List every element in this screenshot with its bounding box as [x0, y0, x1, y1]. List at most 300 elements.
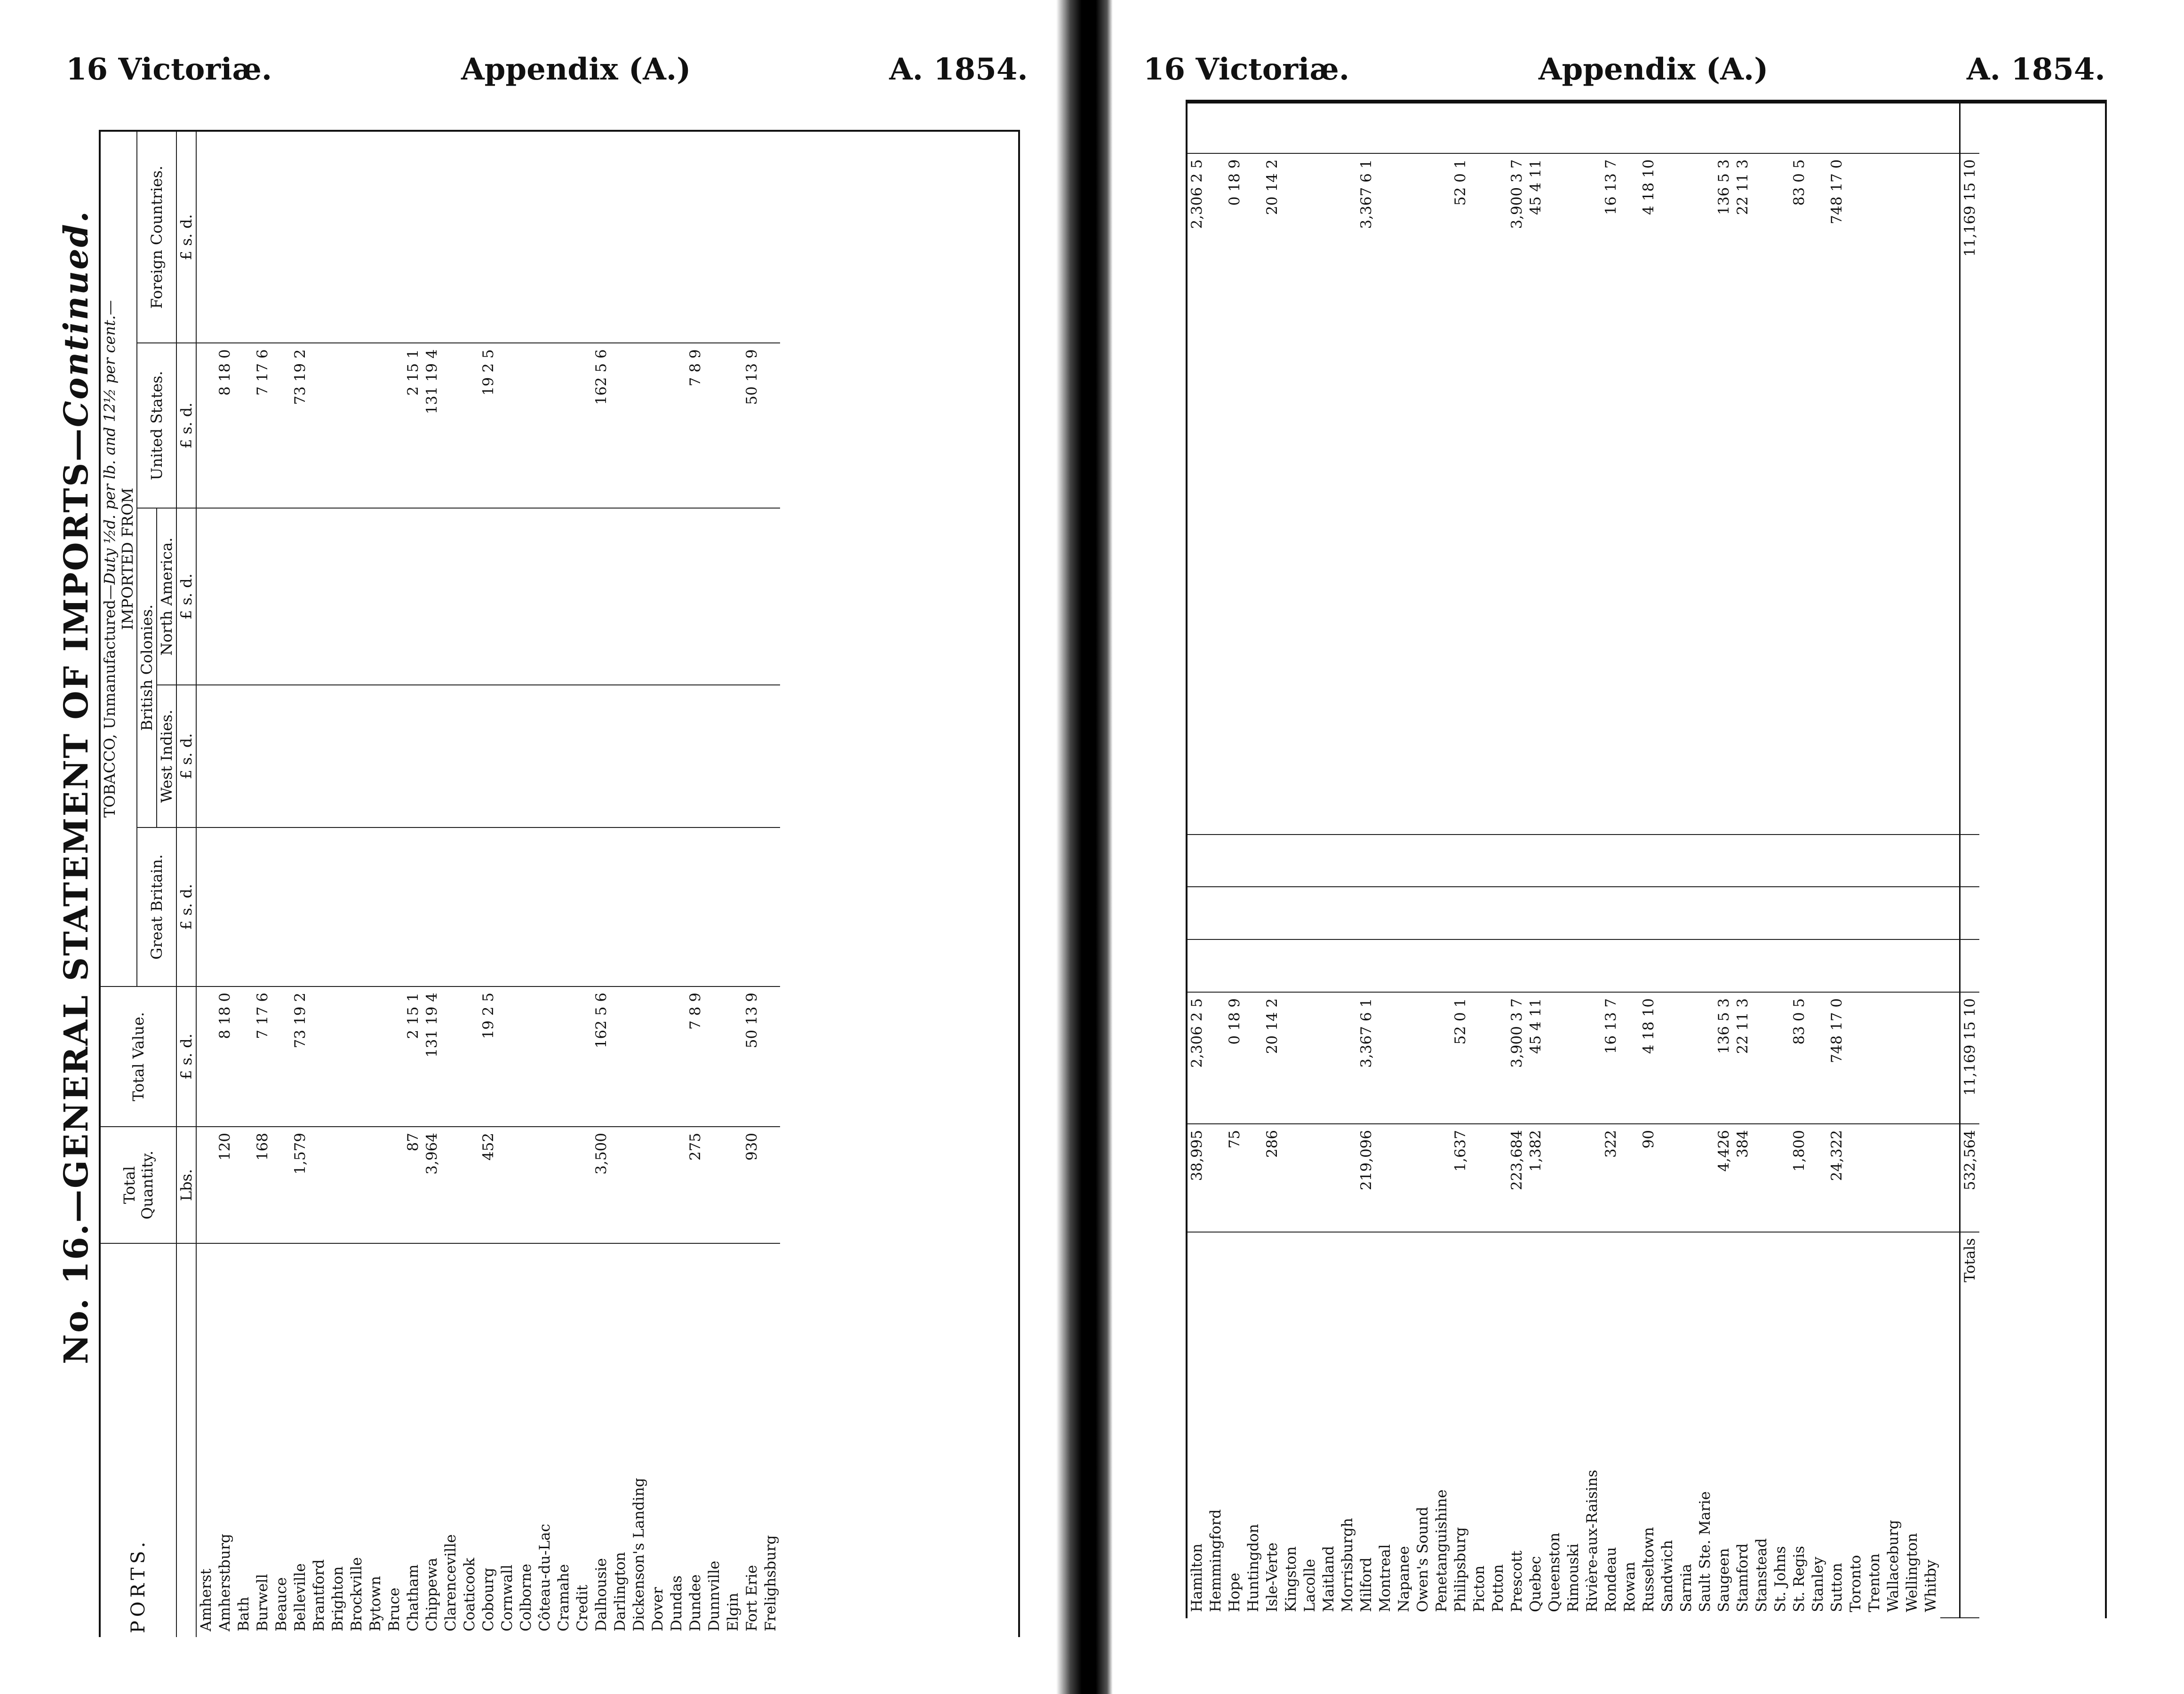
wi-cell — [1507, 887, 1526, 939]
port-label: Chatham — [405, 1563, 422, 1633]
gb-cell — [1507, 939, 1526, 992]
us-cell — [535, 343, 554, 508]
port-name — [1602, 1232, 1620, 1618]
fc-cell — [1489, 103, 1507, 153]
us-value: 7 8 9 — [687, 347, 704, 388]
us-cell — [422, 343, 441, 508]
port-label: Sutton — [1828, 1561, 1845, 1614]
gb-cell — [554, 827, 573, 986]
spacer-cell — [1940, 153, 1960, 835]
gb-cell — [291, 827, 310, 986]
wi-cell — [611, 685, 630, 827]
qty-value — [348, 1131, 365, 1135]
wi-cell — [460, 685, 479, 827]
na-cell — [573, 508, 592, 685]
na-cell — [1639, 835, 1658, 887]
port-name — [234, 1243, 253, 1637]
port-label: Sault Ste. Marie — [1697, 1489, 1714, 1614]
qty-cell — [648, 1127, 667, 1243]
table-row — [1545, 103, 1564, 1618]
gb-cell — [196, 827, 215, 986]
port-label: Sandwich — [1659, 1538, 1676, 1614]
qty-value — [1904, 1128, 1921, 1132]
port-name — [1921, 1232, 1940, 1618]
qty-value — [1207, 1128, 1224, 1132]
unit-wi-lsd: £ s. d. — [176, 685, 196, 827]
qty-value — [1584, 1128, 1601, 1132]
us-value — [198, 347, 215, 351]
value-cell — [648, 986, 667, 1127]
port-label: Prescott — [1508, 1549, 1525, 1614]
right-imports-table — [1188, 103, 1979, 1618]
port-label: Colborne — [518, 1562, 534, 1633]
qty-value — [1433, 1128, 1450, 1132]
table-row — [1206, 103, 1225, 1618]
table-row — [742, 132, 761, 1637]
wi-cell — [1809, 887, 1827, 939]
value-value: 83 0 5 — [1791, 996, 1808, 1047]
qty-cell — [479, 1127, 498, 1243]
value-cell — [1507, 992, 1526, 1124]
fc-cell — [1244, 103, 1263, 153]
us-cell — [441, 343, 460, 508]
value-cell — [592, 986, 611, 1127]
qty-value — [1490, 1128, 1506, 1132]
gb-cell — [1376, 939, 1395, 992]
us-cell — [1583, 153, 1602, 835]
na-cell — [1526, 835, 1545, 887]
port-label: Dickenson's Landing — [630, 1476, 647, 1633]
qty-cell — [535, 1127, 554, 1243]
qty-value: 168 — [254, 1131, 271, 1162]
qty-value — [1772, 1128, 1789, 1132]
port-name — [742, 1243, 761, 1637]
us-cell — [1413, 153, 1432, 835]
value-value — [630, 991, 647, 994]
unit-gb-lsd: £ s. d. — [176, 827, 196, 986]
gb-cell — [1489, 939, 1507, 992]
gb-cell — [573, 827, 592, 986]
gb-cell — [1639, 939, 1658, 992]
qty-cell — [705, 1127, 724, 1243]
value-cell — [366, 986, 385, 1127]
gb-cell — [1432, 939, 1451, 992]
qty-cell — [1677, 1124, 1696, 1232]
na-cell — [1921, 835, 1940, 887]
total-value-header: Total Value. — [101, 986, 176, 1127]
us-value: 83 0 5 — [1791, 158, 1808, 208]
wi-cell — [1300, 887, 1319, 939]
value-cell — [196, 986, 215, 1127]
value-cell — [1733, 992, 1752, 1124]
port-name — [1376, 1232, 1395, 1618]
us-cell — [1470, 153, 1489, 835]
united-states-header: United States. — [137, 343, 176, 508]
qty-cell — [1507, 1124, 1526, 1232]
wi-cell — [291, 685, 310, 827]
na-cell — [1733, 835, 1752, 887]
value-value: 19 2 5 — [480, 991, 497, 1041]
us-value — [725, 347, 741, 351]
totals-wi — [1960, 887, 1980, 939]
port-label: Dundee — [687, 1573, 704, 1633]
value-cell — [460, 986, 479, 1127]
port-label: Credit — [574, 1583, 591, 1633]
value-cell — [1188, 992, 1206, 1124]
qty-value — [1866, 1128, 1883, 1132]
value-value — [1301, 996, 1318, 1000]
value-cell — [761, 986, 780, 1127]
us-value — [235, 347, 252, 351]
us-value — [1433, 158, 1450, 161]
us-cell — [1225, 153, 1244, 835]
value-cell — [686, 986, 705, 1127]
value-cell — [1282, 992, 1300, 1124]
na-cell — [1206, 835, 1225, 887]
fc-cell — [1263, 103, 1282, 153]
na-cell — [630, 508, 648, 685]
wi-cell — [573, 685, 592, 827]
qty-value — [1377, 1128, 1394, 1132]
value-cell — [667, 986, 686, 1127]
table-row — [648, 132, 667, 1637]
value-value — [1377, 996, 1394, 1000]
na-cell — [761, 508, 780, 685]
wi-cell — [630, 685, 648, 827]
qty-value — [386, 1131, 403, 1135]
spacer-row — [1940, 103, 1960, 1618]
port-label: Fort Erie — [743, 1563, 760, 1633]
value-value — [1885, 996, 1902, 1000]
value-value: 20 14 2 — [1264, 996, 1281, 1056]
wi-cell — [196, 685, 215, 827]
qty-value — [367, 1131, 384, 1135]
na-cell — [1413, 835, 1432, 887]
port-name — [1357, 1232, 1376, 1618]
na-cell — [1677, 835, 1696, 887]
na-cell — [611, 508, 630, 685]
qty-cell — [1357, 1124, 1376, 1232]
na-cell — [705, 508, 724, 685]
commodity-header: TOBACCO, Unmanufactured—Duty ½d. per lb. and 12½ per cent.— IMPORTED FROM — [101, 132, 137, 986]
port-label: Maitland — [1320, 1544, 1337, 1614]
left-header-session: 16 Victoriæ. — [66, 52, 272, 87]
value-cell — [705, 986, 724, 1127]
value-value — [1471, 996, 1488, 1000]
wi-cell — [1451, 887, 1470, 939]
wi-cell — [1639, 887, 1658, 939]
qty-value — [1678, 1128, 1695, 1132]
na-cell — [1884, 835, 1903, 887]
fc-cell — [686, 132, 705, 343]
port-name — [1696, 1232, 1714, 1618]
qty-value — [1847, 1128, 1864, 1132]
units-blank — [176, 1243, 196, 1637]
qty-cell — [724, 1127, 742, 1243]
value-value: 3,367 6 1 — [1358, 996, 1375, 1070]
qty-value — [1922, 1128, 1939, 1132]
qty-cell — [1564, 1124, 1583, 1232]
port-label: Kingston — [1283, 1544, 1299, 1614]
na-cell — [1620, 835, 1639, 887]
qty-value: 87 — [405, 1131, 422, 1153]
value-cell — [1865, 992, 1884, 1124]
value-cell — [630, 986, 648, 1127]
port-name — [1413, 1232, 1432, 1618]
value-cell — [1564, 992, 1583, 1124]
us-cell — [253, 343, 272, 508]
us-cell — [1884, 153, 1903, 835]
us-cell — [1921, 153, 1940, 835]
gb-cell — [1282, 939, 1300, 992]
value-cell — [291, 986, 310, 1127]
qty-value: 3,964 — [423, 1131, 440, 1177]
port-name — [667, 1243, 686, 1637]
fc-cell — [253, 132, 272, 343]
na-cell — [1225, 835, 1244, 887]
port-name — [1884, 1232, 1903, 1618]
spacer-cell — [1940, 835, 1960, 887]
qty-value: 275 — [687, 1131, 704, 1162]
table-row — [1244, 103, 1263, 1618]
qty-cell — [1846, 1124, 1865, 1232]
fc-cell — [1602, 103, 1620, 153]
port-label: Trenton — [1866, 1551, 1883, 1614]
table-row — [1282, 103, 1300, 1618]
qty-value: 1,800 — [1791, 1128, 1808, 1174]
qty-cell — [1696, 1124, 1714, 1232]
na-cell — [1188, 835, 1206, 887]
port-name — [253, 1243, 272, 1637]
us-cell — [310, 343, 328, 508]
port-label: Montreal — [1377, 1543, 1394, 1614]
qty-value — [649, 1131, 666, 1135]
value-cell — [554, 986, 573, 1127]
na-cell — [404, 508, 422, 685]
port-name — [328, 1243, 347, 1637]
us-value: 45 4 11 — [1527, 158, 1544, 217]
fc-cell — [1733, 103, 1752, 153]
value-value: 22 11 3 — [1734, 996, 1751, 1056]
table-row — [1884, 103, 1903, 1618]
na-cell — [253, 508, 272, 685]
port-label: Bruce — [386, 1586, 403, 1633]
qty-value — [1621, 1128, 1638, 1132]
left-ledger — [99, 130, 1020, 1637]
table-row — [573, 132, 592, 1637]
value-cell — [1827, 992, 1846, 1124]
port-name — [1188, 1232, 1206, 1618]
fc-cell — [272, 132, 291, 343]
value-value — [1678, 996, 1695, 1000]
port-name — [404, 1243, 422, 1637]
gb-cell — [441, 827, 460, 986]
fc-cell — [1526, 103, 1545, 153]
wi-cell — [1338, 887, 1357, 939]
value-cell — [1451, 992, 1470, 1124]
port-label: Belleville — [292, 1561, 309, 1633]
port-name — [479, 1243, 498, 1637]
value-cell — [328, 986, 347, 1127]
qty-cell — [1225, 1124, 1244, 1232]
qty-cell — [1263, 1124, 1282, 1232]
wi-cell — [1733, 887, 1752, 939]
qty-value: 1,579 — [292, 1131, 309, 1177]
fc-cell — [347, 132, 366, 343]
us-cell — [1319, 153, 1338, 835]
na-cell — [234, 508, 253, 685]
wi-cell — [1696, 887, 1714, 939]
qty-cell — [1639, 1124, 1658, 1232]
value-value — [725, 991, 741, 994]
table-row — [1696, 103, 1714, 1618]
qty-cell — [667, 1127, 686, 1243]
wi-cell — [724, 685, 742, 827]
port-name — [1620, 1232, 1639, 1618]
port-label: Cramahe — [555, 1562, 572, 1633]
value-cell — [1809, 992, 1827, 1124]
gb-cell — [1658, 939, 1677, 992]
table-row — [667, 132, 686, 1637]
gb-cell — [310, 827, 328, 986]
value-cell — [1526, 992, 1545, 1124]
value-value — [1245, 996, 1262, 1000]
wi-cell — [1432, 887, 1451, 939]
us-cell — [1752, 153, 1771, 835]
statement-title: No. 16.—GENERAL STATEMENT OF IMPORTS—Continued. — [56, 210, 96, 1364]
na-cell — [1658, 835, 1677, 887]
port-label: Toronto — [1847, 1553, 1864, 1614]
port-name — [535, 1243, 554, 1637]
gb-cell — [1827, 939, 1846, 992]
qty-cell — [1300, 1124, 1319, 1232]
us-value: 136 5 3 — [1715, 158, 1732, 217]
right-header-session: 16 Victoriæ. — [1143, 52, 1350, 87]
value-cell — [1413, 992, 1432, 1124]
wi-cell — [1545, 887, 1564, 939]
value-cell — [1714, 992, 1733, 1124]
value-value — [649, 991, 666, 994]
table-row — [1395, 103, 1413, 1618]
na-cell — [1300, 835, 1319, 887]
table-row — [196, 132, 215, 1637]
value-value — [235, 991, 252, 994]
qty-value — [518, 1131, 534, 1135]
na-cell — [1714, 835, 1733, 887]
port-name — [1282, 1232, 1300, 1618]
gb-cell — [742, 827, 761, 986]
us-value — [1207, 158, 1224, 161]
qty-cell — [1921, 1124, 1940, 1232]
us-cell — [1357, 153, 1376, 835]
us-value — [1809, 158, 1826, 161]
gb-cell — [498, 827, 517, 986]
us-cell — [1790, 153, 1809, 835]
na-cell — [667, 508, 686, 685]
table-row — [1564, 103, 1583, 1618]
port-name — [1526, 1232, 1545, 1618]
us-cell — [196, 343, 215, 508]
na-cell — [1357, 835, 1376, 887]
value-value — [1904, 996, 1921, 1000]
value-cell — [1771, 992, 1790, 1124]
us-value: 19 2 5 — [480, 347, 497, 398]
value-cell — [1319, 992, 1338, 1124]
fc-cell — [215, 132, 234, 343]
wi-cell — [385, 685, 404, 827]
us-cell — [1809, 153, 1827, 835]
fc-cell — [1884, 103, 1903, 153]
port-name — [272, 1243, 291, 1637]
value-cell — [535, 986, 554, 1127]
qty-cell — [422, 1127, 441, 1243]
port-label: Hemmingford — [1207, 1507, 1224, 1614]
port-name — [385, 1243, 404, 1637]
table-row — [517, 132, 535, 1637]
totals-qty-value: 532,564 — [1961, 1128, 1978, 1192]
qty-value: 322 — [1602, 1128, 1619, 1160]
gb-cell — [1338, 939, 1357, 992]
fc-cell — [1790, 103, 1809, 153]
value-value — [1659, 996, 1676, 1000]
qty-value — [612, 1131, 629, 1135]
port-name — [1319, 1232, 1338, 1618]
us-cell — [1507, 153, 1526, 835]
port-name — [648, 1243, 667, 1637]
qty-cell — [1526, 1124, 1545, 1232]
value-value: 50 13 9 — [743, 991, 760, 1050]
port-name — [1451, 1232, 1470, 1618]
fc-cell — [1809, 103, 1827, 153]
port-label: Whitby — [1922, 1558, 1939, 1614]
port-label: Brockville — [348, 1555, 365, 1633]
value-value — [1283, 996, 1299, 1000]
us-value — [461, 347, 478, 351]
port-name — [1733, 1232, 1752, 1618]
qty-value — [630, 1131, 647, 1135]
port-name — [441, 1243, 460, 1637]
table-row — [1771, 103, 1790, 1618]
value-value — [1565, 996, 1582, 1000]
table-row — [1790, 103, 1809, 1618]
qty-cell — [272, 1127, 291, 1243]
spacer-cell — [1940, 103, 1960, 153]
value-cell — [573, 986, 592, 1127]
port-label: Dalhousie — [593, 1556, 610, 1633]
na-cell — [1865, 835, 1884, 887]
table-row — [479, 132, 498, 1637]
qty-cell — [1451, 1124, 1470, 1232]
table-row — [1338, 103, 1357, 1618]
wi-cell — [479, 685, 498, 827]
port-name — [1846, 1232, 1865, 1618]
fc-cell — [724, 132, 742, 343]
us-cell — [1771, 153, 1790, 835]
gb-cell — [1846, 939, 1865, 992]
value-cell — [742, 986, 761, 1127]
port-label: Potton — [1490, 1562, 1506, 1614]
us-value — [367, 347, 384, 351]
value-value — [1847, 996, 1864, 1000]
qty-cell — [1244, 1124, 1263, 1232]
qty-cell — [347, 1127, 366, 1243]
qty-cell — [1809, 1124, 1827, 1232]
port-label: Rivière-aux-Raisins — [1584, 1468, 1601, 1614]
wi-cell — [535, 685, 554, 827]
wi-cell — [1188, 887, 1206, 939]
gb-cell — [1545, 939, 1564, 992]
qty-cell — [1602, 1124, 1620, 1232]
